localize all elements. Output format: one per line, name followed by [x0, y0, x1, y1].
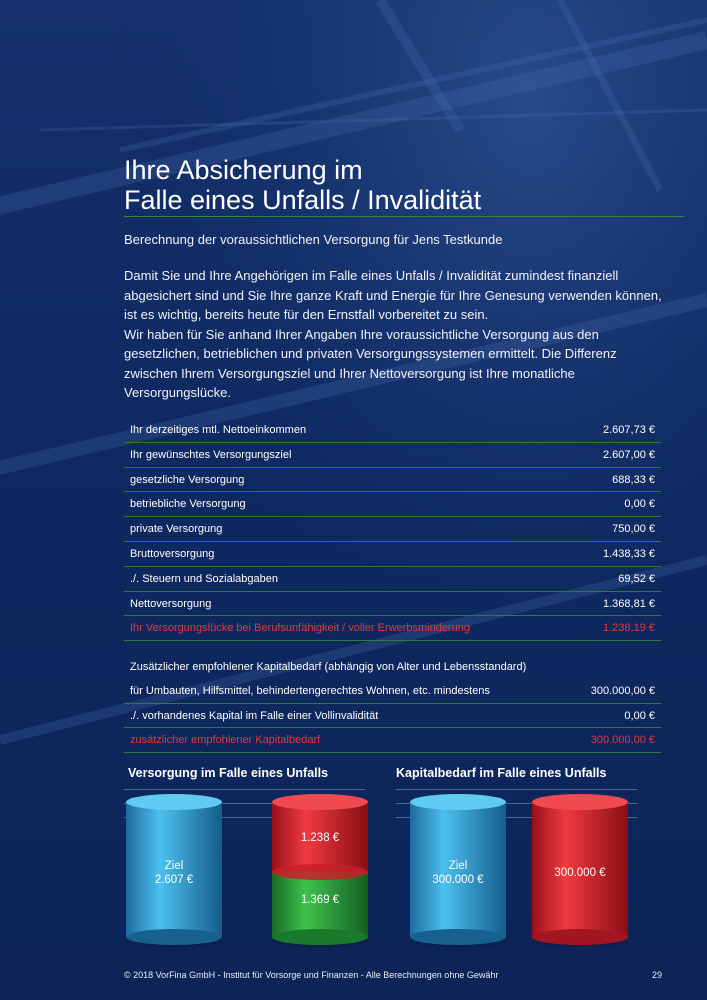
bar-label-target-left [124, 859, 224, 887]
row-label: Ihr Versorgungslücke bei Berufsunfähigkeit / voller Erwerbsminderung [130, 622, 470, 635]
bar-label-name: Ziel [164, 860, 184, 872]
row-label: Ihr derzeitiges mtl. Nettoeinkommen [130, 424, 307, 436]
subtitle: Berechnung der voraussichtlichen Versorgung für Jens Testkunde [124, 232, 503, 247]
page-title-line-2: Falle eines Unfalls / Invalidität [124, 185, 482, 215]
bar-label-target-right [408, 859, 508, 887]
bar-label-name: Ziel [448, 860, 468, 872]
row-value: 0,00 € [624, 498, 655, 511]
row-label: zusätzlicher empfohlener Kapitalbedarf [130, 734, 321, 747]
row-label: betriebliche Versorgung [130, 498, 246, 511]
row-label: gesetzliche Versorgung [130, 473, 245, 486]
row-value: 1.238,19 € [603, 622, 655, 635]
page-number: 29 [651, 970, 662, 980]
row-label: Nettoversorgung [130, 597, 212, 610]
row-label: Ihr gewünschtes Versorgungsziel [130, 448, 292, 461]
row-value: 1.438,33 € [603, 547, 655, 560]
table-heading: Zusätzlicher empfohlener Kapitalbedarf (abhängig von Alter und Lebensstandard) [130, 661, 527, 673]
bar-label-net: 1.369 € [300, 894, 340, 906]
row-value: 300.000,00 € [590, 734, 655, 747]
intro-paragraph-2: Wir haben für Sie anhand Ihrer Angaben Ihre voraussichtliche Versorgung aus den gesetzlichen, betrieblichen und privaten Versorgungssystemen ermittelt. Die Differenz zwischen Ihrem Versorgungsziel und Ihrer Nettoversorgung ist Ihre monatliche Versorgungslücke. [124, 326, 617, 400]
row-label: private Versorgung [130, 523, 223, 536]
row-value: 69,52 € [618, 572, 655, 585]
chart-left-bar-stacked [262, 794, 378, 949]
bar-label-value: 2.607 € [154, 874, 194, 886]
row-label: ./. Steuern und Sozialabgaben [130, 572, 279, 585]
intro-paragraph-1: Damit Sie und Ihre Angehörigen im Falle eines Unfalls / Invalidität zumindest finanziell abgesichert sind und Sie Ihre ganze Kraft und Energie für Ihre Genesung verwenden können, ist es wichtig, bereits heute für den Ernstfall vorbereitet zu sein. [124, 268, 662, 322]
row-value: 688,33 € [612, 473, 655, 486]
chart-title-right: Kapitalbedarf im Falle eines Unfalls [396, 766, 607, 780]
row-value: 1.368,81 € [603, 597, 655, 610]
bar-label-gap: 1.238 € [300, 832, 340, 844]
bar-label-capital-need: 300.000 € [554, 867, 606, 879]
row-label: ./. vorhandenes Kapital im Falle einer Vollinvalidität [130, 709, 379, 722]
row-label: Bruttoversorgung [130, 547, 215, 560]
row-label: für Umbauten, Hilfsmittel, behindertengerechtes Wohnen, etc. mindestens [130, 684, 490, 697]
bar-label-value: 300.000 € [432, 874, 484, 886]
page-title-line-1: Ihre Absicherung im [124, 155, 363, 185]
row-value: 2.607,73 € [603, 424, 655, 436]
footer-copyright: © 2018 VorFina GmbH - Institut für Vorsorge und Finanzen - Alle Berechnungen ohne Gewähr [124, 970, 499, 980]
row-value: 0,00 € [624, 709, 655, 722]
chart-title-left: Versorgung im Falle eines Unfalls [128, 766, 329, 780]
row-value: 300.000,00 € [590, 684, 655, 697]
row-value: 2.607,00 € [603, 448, 655, 461]
row-value: 750,00 € [612, 523, 655, 536]
